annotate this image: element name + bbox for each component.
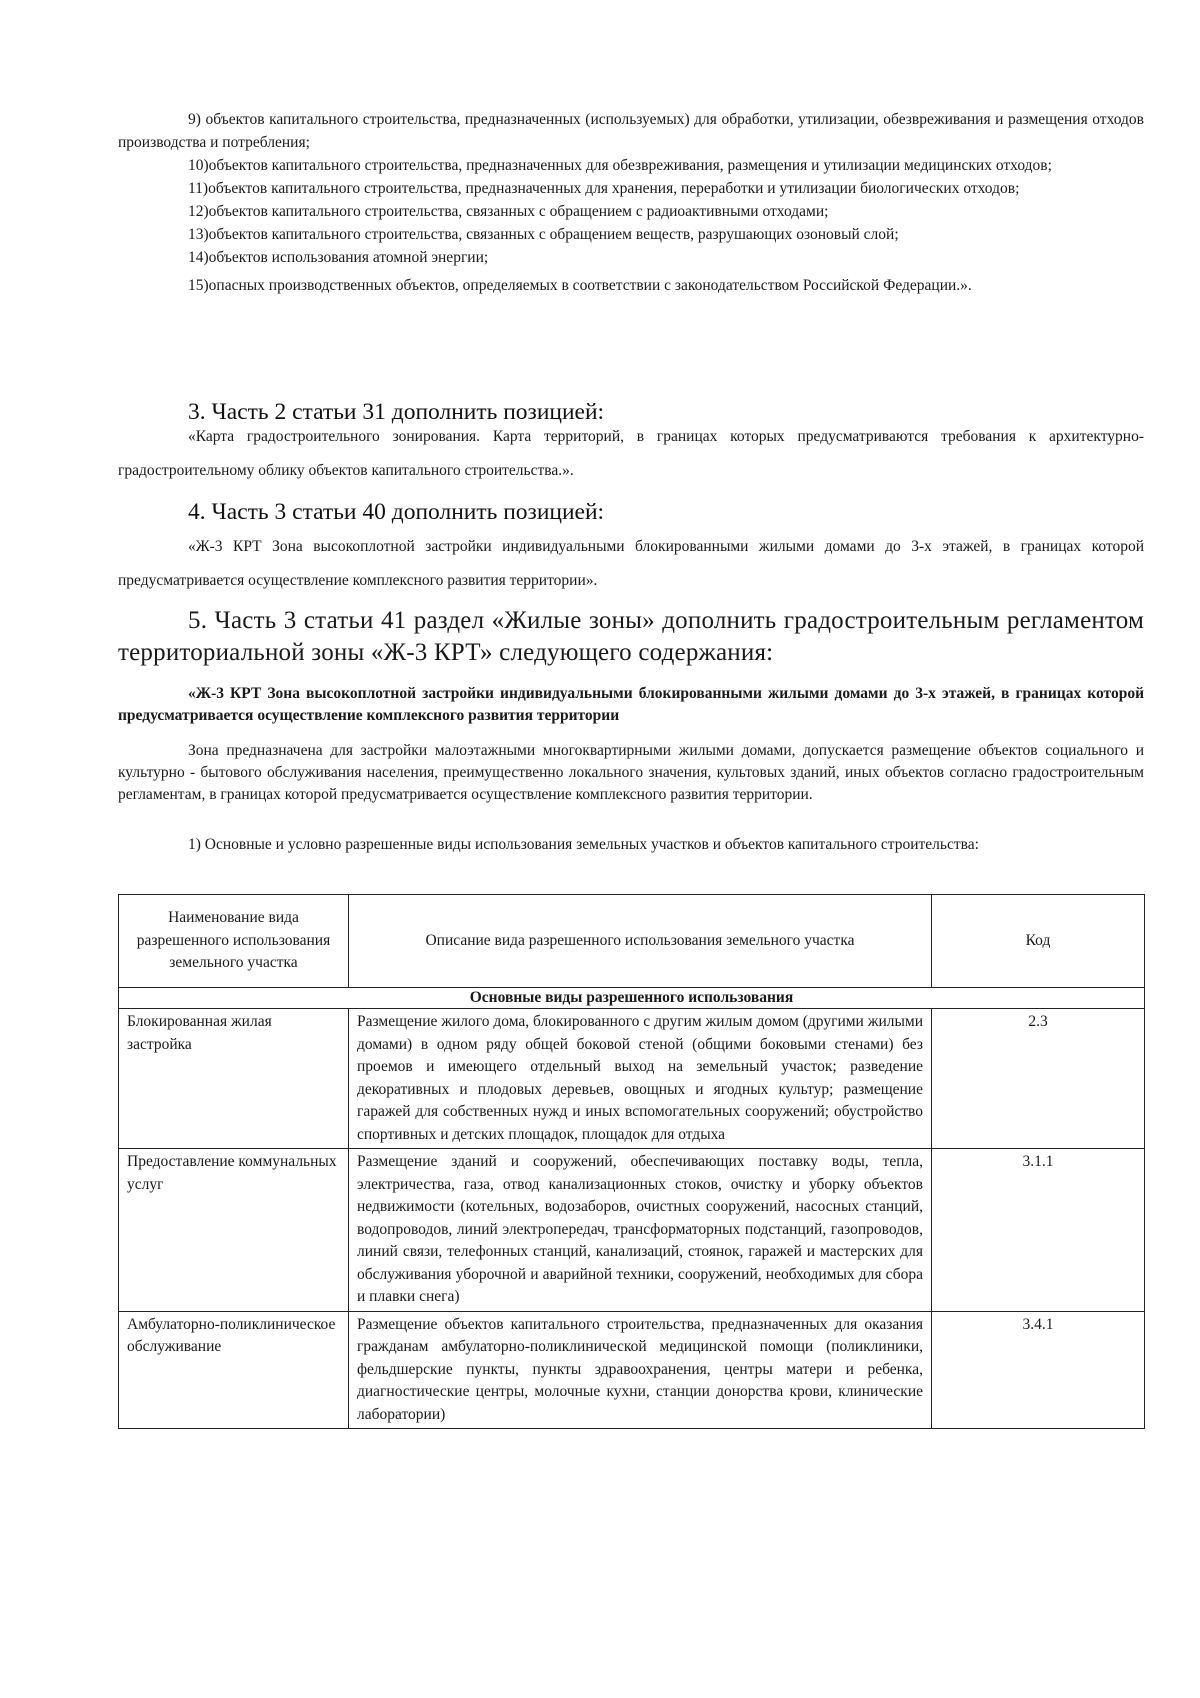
zone-description: Зона предназначена для застройки малоэтажными многоквартирными жилыми домами, допускается размещение объектов социального и культурно - бытового обслуживания населения, преимущественно локального значения, культовых зданий, иных объектов согласно градостроительным регламентам, в границах которой предусматривается осуществление комплексного развития территории. [118,742,1144,803]
usage-name: Амбулаторно-поликлиническое обслуживание [119,1311,349,1429]
list-item: 9) объектов капитального строительства, предназначенных (используемых) для обработки, утилизации, обезвреживания и размещения отходов производства и потребления; [118,111,1144,151]
header-description: Описание вида разрешенного использования земельного участка [349,895,932,988]
usage-list-intro: 1) Основные и условно разрешенные виды использования земельных участков и объектов капитального строительства: [188,836,979,853]
section-3-text: «Карта градостроительного зонирования. Карта территорий, в границах которых предусматриваются требования к архитектурно-градостроительному облику объектов капитального строительства.». [118,428,1144,479]
table-subheader-row [119,988,1145,1009]
section-4-heading: 4. Часть 3 статьи 40 дополнить позицией: [188,499,605,525]
objects-list [118,108,1144,303]
table-row [119,1311,1145,1429]
usage-code: 3.1.1 [932,1149,1145,1312]
table-row [119,1009,1145,1149]
usage-name: Блокированная жилая застройка [119,1009,349,1149]
section-3-heading: 3. Часть 2 статьи 31 дополнить позицией: [188,399,605,425]
header-code: Код [932,895,1145,988]
usage-description: Размещение жилого дома, блокированного с другим жилым домом (другими жилыми домами) в одном ряду общей боковой стеной (общими боковыми стенами) без проемов и имеющего отдельный выход на земельный участок; разведение декоративных и плодовых деревьев, овощных и ягодных культур; размещение гаражей для собственных нужд и иных вспомогательных сооружений; обустройство спортивных и детских площадок, площадок для отдыха [349,1009,932,1149]
section-5-heading: 5. Часть 3 статьи 41 раздел «Жилые зоны» дополнить градостроительным регламентом территориальной зоны «Ж-3 КРТ» следующего содержания: [118,607,1144,666]
table-header-row [119,895,1145,988]
list-item: 15)опасных производственных объектов, определяемых в соответствии с законодательством Российской Федерации.». [188,277,972,294]
usage-types-table [118,894,1145,1429]
subheader-main-usage: Основные виды разрешенного использования [119,988,1145,1009]
section-4-text: «Ж-3 КРТ Зона высокоплотной застройки индивидуальными блокированными жилыми домами до 3-х этажей, в границах которой предусматривается осуществление комплексного развития территории». [118,538,1144,589]
usage-name: Предоставление коммунальных услуг [119,1149,349,1312]
usage-description: Размещение зданий и сооружений, обеспечивающих поставку воды, тепла, электричества, газа, отвод канализационных стоков, очистку и уборку объектов недвижимости (котельных, водозаборов, очистных сооружений, насосных станций, водопроводов, линий электропередач, трансформаторных подстанций, газопроводов, линий связи, телефонных станций, канализаций, стоянок, гаражей и мастерских для обслуживания уборочной и аварийной техники, сооружений, необходимых для сбора и плавки снега) [349,1149,932,1312]
list-item: 11)объектов капитального строительства, предназначенных для хранения, переработки и утилизации биологических отходов; [188,180,1020,197]
list-item: 14)объектов использования атомной энергии; [188,249,489,266]
usage-code: 2.3 [932,1009,1145,1149]
table-row [119,1149,1145,1312]
header-name: Наименование вида разрешенного использования земельного участка [119,895,349,988]
list-item: 12)объектов капитального строительства, связанных с обращением с радиоактивными отходами; [188,203,829,220]
usage-description: Размещение объектов капитального строительства, предназначенных для оказания гражданам амбулаторно-поликлинической медицинской помощи (поликлиники, фельдшерские пункты, пункты здравоохранения, центры матери и ребенка, диагностические центры, молочные кухни, станции донорства крови, клинические лаборатории) [349,1311,932,1429]
list-item: 13)объектов капитального строительства, связанных с обращением веществ, разрушающих озоновый слой; [188,226,899,243]
usage-code: 3.4.1 [932,1311,1145,1429]
zone-title: «Ж-3 КРТ Зона высокоплотной застройки индивидуальными блокированными жилыми домами до 3-х этажей, в границах которой предусматривается осуществление комплексного развития территории [118,685,1144,724]
list-item: 10)объектов капитального строительства, предназначенных для обезвреживания, размещения и утилизации медицинских отходов; [188,157,1052,174]
